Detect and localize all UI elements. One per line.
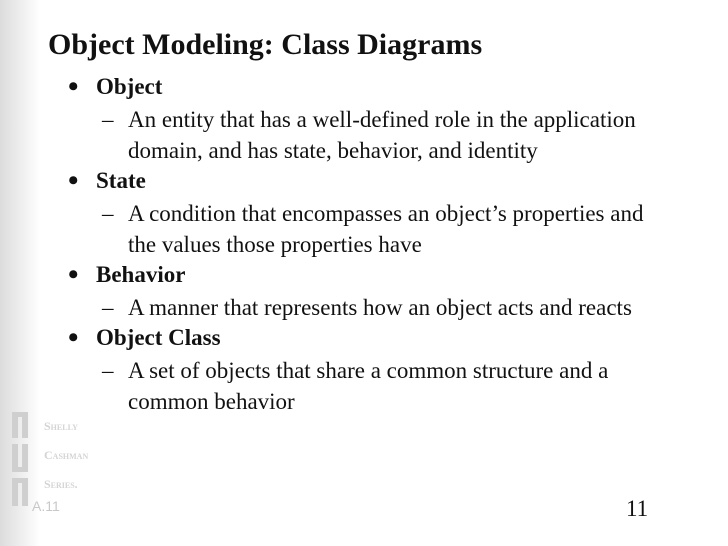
- bullet-dot-icon: •: [68, 164, 79, 197]
- sub-bullet-text: An entity that has a well-defined role in the application domain, and has state, behavior, and identity: [128, 107, 636, 163]
- bullet-heading-text: Object Class: [96, 325, 221, 350]
- bullet-list: [0, 72, 728, 417]
- footer-label: A.11: [32, 498, 60, 514]
- sub-bullet: [102, 353, 668, 417]
- bullet-dot-icon: •: [68, 70, 79, 103]
- bullet-heading: [68, 164, 728, 197]
- bullet-dot-icon: •: [68, 321, 79, 354]
- dash-icon: –: [102, 201, 114, 226]
- sub-bullet-text: A manner that represents how an object acts and reacts: [128, 295, 632, 320]
- bullet-heading: [68, 70, 728, 103]
- bullet-item: [0, 166, 728, 260]
- bullet-dot-icon: •: [68, 258, 79, 291]
- publisher-logo-icon: [10, 410, 40, 510]
- bullet-heading-text: State: [96, 168, 146, 193]
- dash-icon: –: [102, 295, 114, 320]
- series-watermark: Shelly Cashman Series.: [44, 419, 89, 491]
- dash-icon: –: [102, 358, 114, 383]
- page-number: 11: [626, 496, 649, 521]
- bullet-heading: [68, 321, 728, 354]
- bullet-heading-text: Behavior: [96, 262, 186, 287]
- sub-bullet-text: A set of objects that share a common structure and a common behavior: [128, 358, 609, 414]
- bullet-heading-text: Object: [96, 74, 163, 99]
- bullet-item: [0, 323, 728, 417]
- slide-title: Object Modeling: Class Diagrams: [48, 28, 483, 61]
- sub-bullet: [102, 196, 668, 260]
- bullet-heading: [68, 258, 728, 291]
- bullet-item: [0, 72, 728, 166]
- bullet-item: [0, 260, 728, 323]
- dash-icon: –: [102, 107, 114, 132]
- sub-bullet: [102, 290, 668, 323]
- sub-bullet-text: A condition that encompasses an object’s properties and the values those properties have: [128, 201, 644, 257]
- sub-bullet: [102, 102, 668, 166]
